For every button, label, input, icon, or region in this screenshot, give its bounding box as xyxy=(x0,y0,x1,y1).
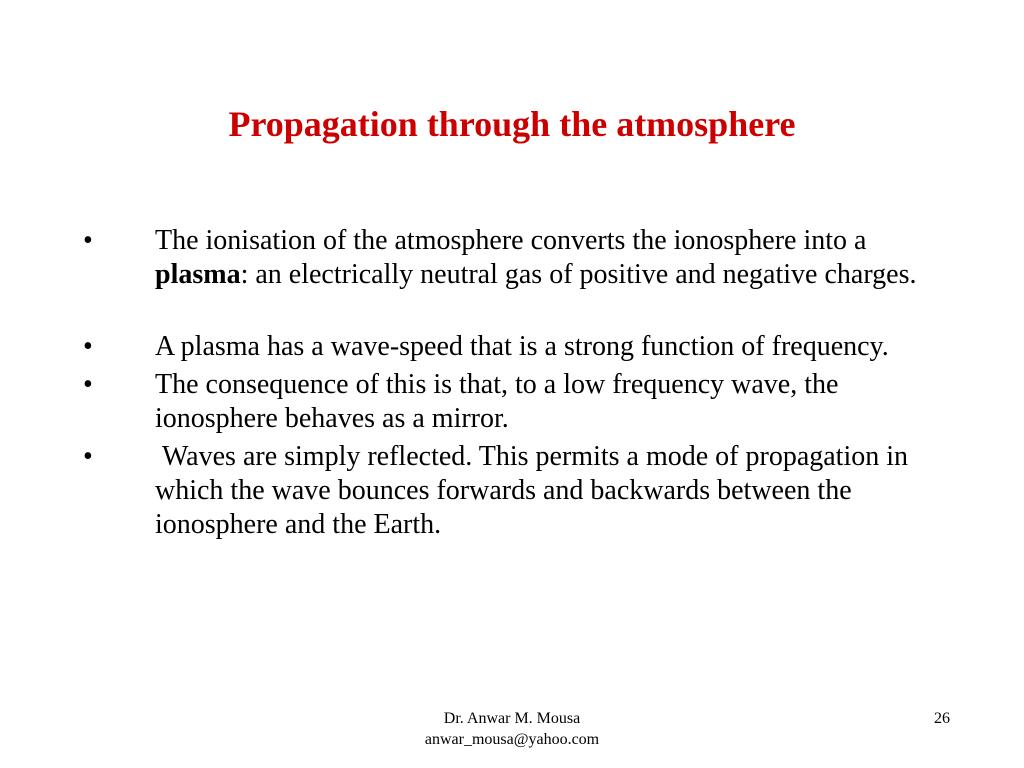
bullet-item xyxy=(83,440,963,542)
bullet-text-part: : an electrically neutral gas of positive and negative charges. xyxy=(240,259,917,290)
bullet-text xyxy=(155,225,916,290)
footer-email: anwar_mousa@yahoo.com xyxy=(424,731,600,748)
bullet-text-bold: plasma xyxy=(155,259,241,290)
bullet-item xyxy=(83,330,963,364)
page-number: 26 xyxy=(934,710,950,727)
bullet-text: A plasma has a wave-speed that is a strong function of frequency. xyxy=(155,331,889,362)
bullet-marker: • xyxy=(83,369,93,400)
slide-footer xyxy=(330,708,694,750)
bullet-marker: • xyxy=(83,225,93,256)
bullet-marker: • xyxy=(83,331,93,362)
bullet-text-part: The ionisation of the atmosphere converts the ionosphere into a xyxy=(155,225,867,256)
bullet-text: Waves are simply reflected. This permits a mode of propagation in which the wave bounces forwards and backwards between the ionosphere and the Earth. xyxy=(155,441,916,540)
bullet-item xyxy=(83,368,963,436)
footer-author: Dr. Anwar M. Mousa xyxy=(443,710,581,727)
bullet-marker: • xyxy=(83,441,93,472)
slide-title: Propagation through the atmosphere xyxy=(228,104,796,144)
bullet-item xyxy=(83,224,963,292)
bullet-text: The consequence of this is that, to a low frequency wave, the ionosphere behaves as a mirror. xyxy=(155,369,839,434)
bullet-list xyxy=(83,224,963,542)
